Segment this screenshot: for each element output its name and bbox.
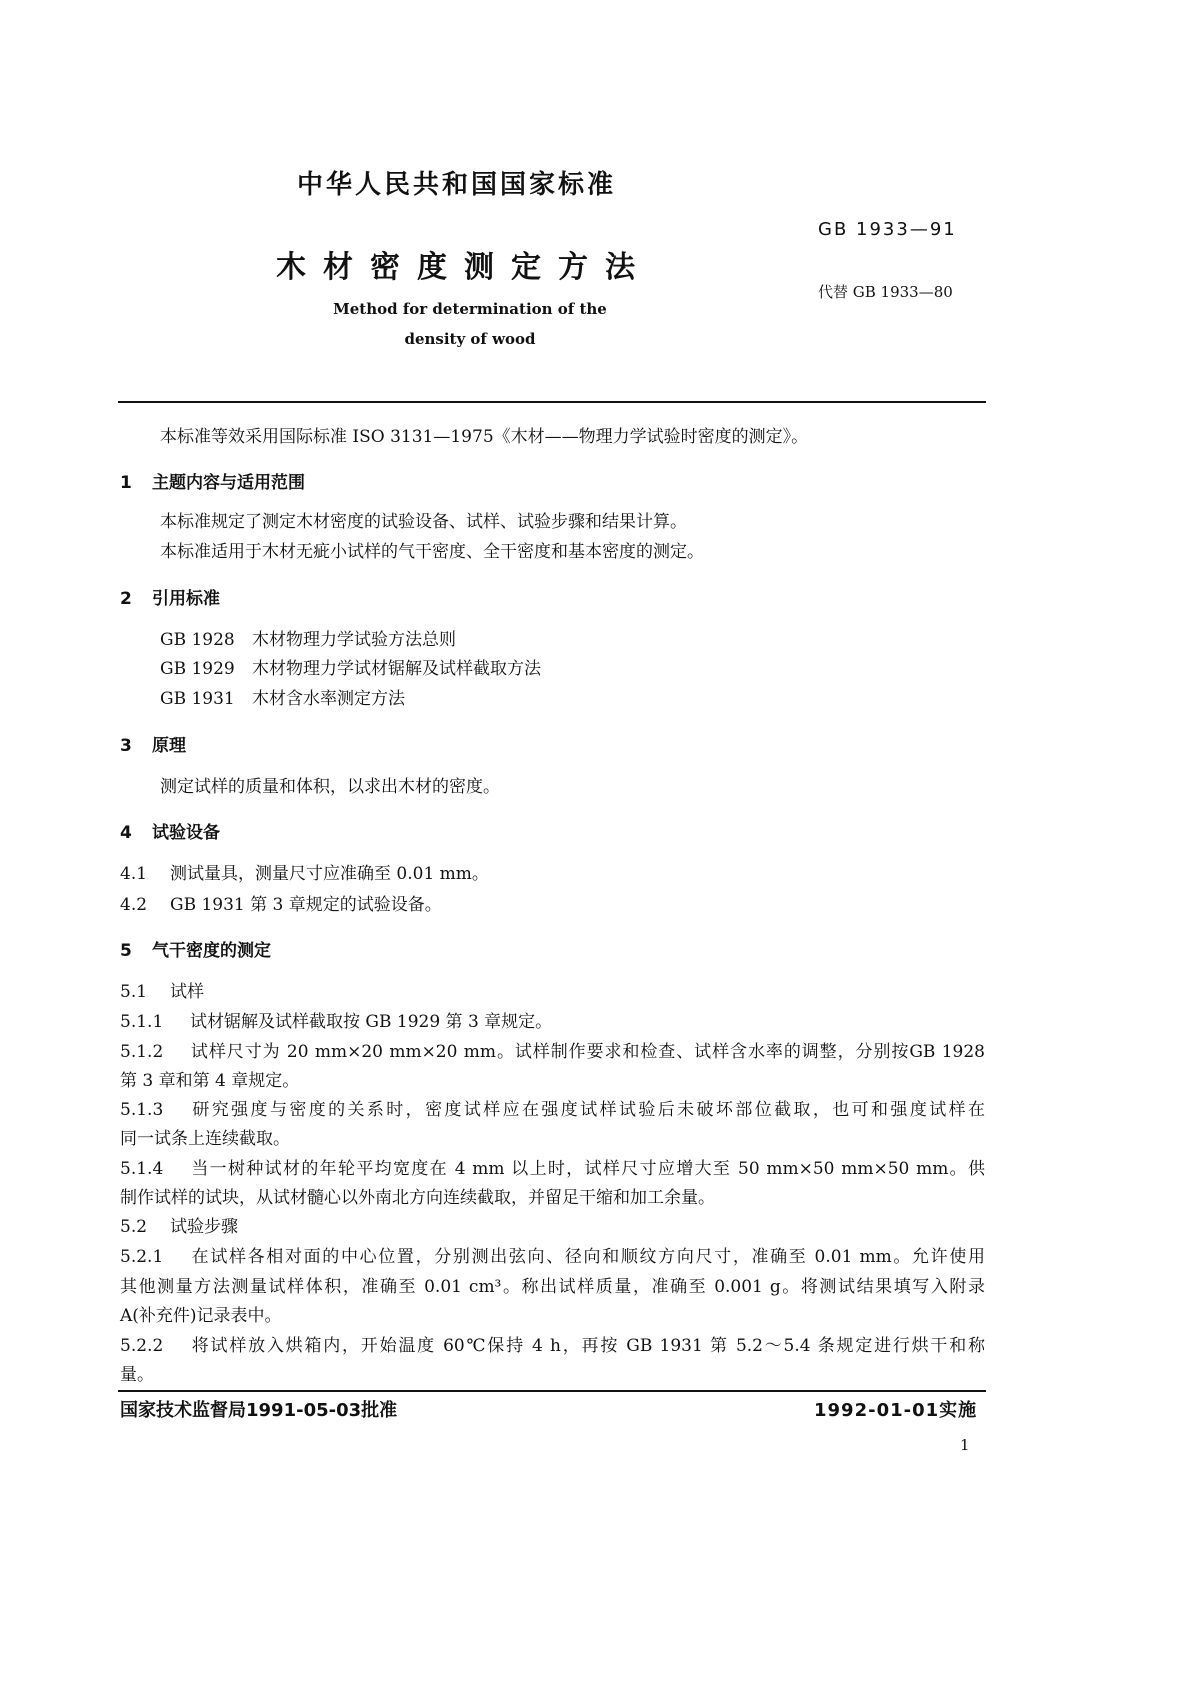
clause-5-1-4-cont: 制作试样的试块，从试材髓心以外南北方向连续截取，并留足干缩和加工余量。 bbox=[120, 1188, 715, 1208]
approval-date: 国家技术监督局1991-05-03批准 bbox=[120, 1400, 398, 1421]
clause-5-2-1-cont: 其他测量方法测量试样体积，准确至 0.01 cm³。称出试样质量，准确至 0.001 g。将测试结果填写入附录 bbox=[120, 1277, 985, 1297]
section-number: 5 bbox=[120, 941, 132, 961]
clause-5-1-3-cont: 同一试条上连续截取。 bbox=[120, 1129, 290, 1149]
clause-5-1: 5.1 试样 bbox=[120, 982, 204, 1002]
document-title-cn: 木材密度测定方法 bbox=[276, 250, 652, 285]
national-standard-heading: 中华人民共和国国家标准 bbox=[297, 170, 617, 200]
clause-5-1-3: 5.1.3 研究强度与密度的关系时，密度试样应在强度试样试验后未破坏部位截取，也可和强度试样在 bbox=[120, 1100, 985, 1120]
section-title: 气干密度的测定 bbox=[152, 941, 271, 961]
clause-5-2-1: 5.2.1 在试样各相对面的中心位置，分别测出弦向、径向和顺纹方向尺寸，准确至 0.01 mm。允许使用 bbox=[120, 1247, 985, 1267]
paragraph: 本标准适用于木材无疵小试样的气干密度、全干密度和基本密度的测定。 bbox=[160, 542, 704, 562]
clause-5-2-2-cont: 量。 bbox=[120, 1365, 154, 1385]
section-number: 1 bbox=[120, 473, 132, 493]
clause-5-2-2: 5.2.2 将试样放入烘箱内，开始温度 60℃保持 4 h，再按 GB 1931 第 5.2～5.4 条规定进行烘干和称 bbox=[120, 1336, 985, 1356]
section-number: 2 bbox=[120, 589, 132, 609]
clause-5-1-1: 5.1.1 试材锯解及试样截取按 GB 1929 第 3 章规定。 bbox=[120, 1012, 553, 1032]
section-title: 试验设备 bbox=[152, 823, 220, 843]
reference-item: GB 1931 木材含水率测定方法 bbox=[160, 689, 405, 709]
reference-item: GB 1929 木材物理力学试材锯解及试样截取方法 bbox=[160, 659, 541, 679]
clause-5-1-2-cont: 第 3 章和第 4 章规定。 bbox=[120, 1071, 300, 1091]
section-title: 引用标准 bbox=[152, 589, 220, 609]
clause-4-2: 4.2 GB 1931 第 3 章规定的试验设备。 bbox=[120, 895, 442, 915]
footer-divider bbox=[118, 1390, 986, 1392]
paragraph: 本标准规定了测定木材密度的试验设备、试样、试验步骤和结果计算。 bbox=[160, 512, 687, 532]
standard-code: GB 1933—91 bbox=[818, 219, 957, 240]
paragraph: 测定试样的质量和体积，以求出木材的密度。 bbox=[160, 777, 500, 797]
clause-4-1: 4.1 测试量具，测量尺寸应准确至 0.01 mm。 bbox=[120, 864, 489, 884]
header-divider bbox=[118, 401, 986, 403]
reference-item: GB 1928 木材物理力学试验方法总则 bbox=[160, 630, 456, 650]
effective-date: 1992-01-01实施 bbox=[814, 1400, 978, 1421]
document-title-en-2: density of wood bbox=[404, 330, 536, 348]
section-title: 主题内容与适用范围 bbox=[152, 473, 305, 493]
replaces-standard: 代替 GB 1933—80 bbox=[818, 283, 953, 301]
clause-5-2-1-cont: A(补充件)记录表中。 bbox=[120, 1306, 282, 1326]
section-title: 原理 bbox=[152, 736, 186, 756]
clause-5-1-4: 5.1.4 当一树种试材的年轮平均宽度在 4 mm 以上时，试样尺寸应增大至 50 mm×50 mm×50 mm。供 bbox=[120, 1159, 985, 1179]
page-number: 1 bbox=[960, 1436, 970, 1454]
intro-paragraph: 本标准等效采用国际标准 ISO 3131—1975《木材——物理力学试验时密度的测定》。 bbox=[160, 427, 809, 447]
section-number: 4 bbox=[120, 823, 132, 843]
section-number: 3 bbox=[120, 736, 132, 756]
clause-5-2: 5.2 试验步骤 bbox=[120, 1217, 238, 1237]
clause-5-1-2: 5.1.2 试样尺寸为 20 mm×20 mm×20 mm。试样制作要求和检查、试样含水率的调整，分别按GB 1928 bbox=[120, 1042, 985, 1062]
document-title-en-1: Method for determination of the bbox=[333, 300, 607, 318]
